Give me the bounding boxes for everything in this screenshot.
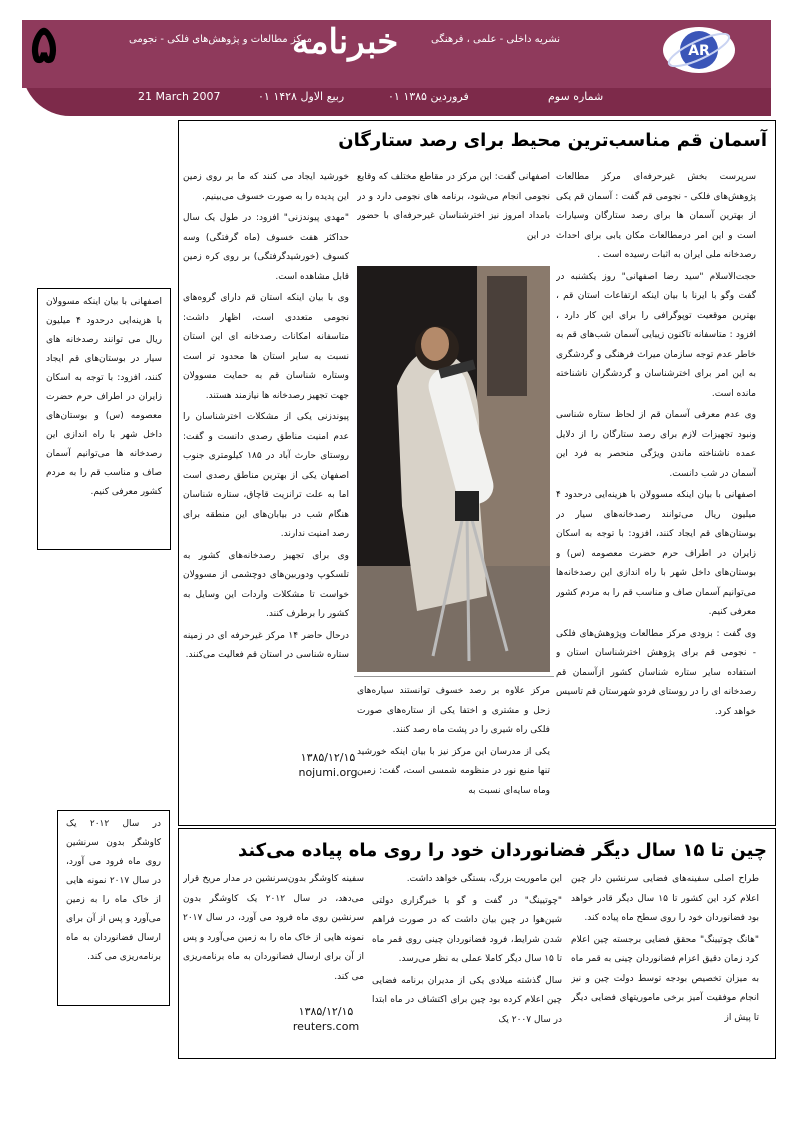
paragraph: وی عدم معرفی آسمان قم از لحاظ ستاره شناسی ونبود تجهیزات لازم برای رصد ستارگان را از دلایل عمده ناشناخته ماندن ویژگی منحصر به فرد این آسمان در شب دانست. xyxy=(556,410,756,479)
paragraph: مرکز علاوه بر رصد خسوف توانستند سیاره‌های زحل و مشتری و اختفا یکی از ستاره‌های صورت فلکی راه شیری را در پشت ماه رصد کنند. xyxy=(357,686,550,735)
paragraph: "مهدی پیوندزنی" افزود: در طول یک سال حداکثر هفت خسوف (ماه گرفتگی) وسه کسوف (خورشیدگرفتگی) بر روی کره زمین قابل مشاهده است. xyxy=(183,213,349,282)
paragraph: سرپرست بخش غیرحرفه‌ای مرکز مطالعات پژوهش‌های فلکی - نجومی قم گفت : آسمان قم یکی از بهترین آسمان ها برای رصد ستارگان وسیارات است و این امر درمطالعات مکان یابی برای احداث رصدخانه ملی ایران به اثبات رسیده است . xyxy=(556,172,756,260)
telescope-photo-image xyxy=(357,266,550,672)
article1-pullquote xyxy=(37,288,171,550)
center-name: مرکز مطالعات و پژوهش‌های فلکی - نجومی xyxy=(129,34,312,45)
source-date: ۱۳۸۵/۱۲/۱۵ xyxy=(300,751,356,764)
page-number: ۵ xyxy=(30,14,58,75)
date-gregorian: 21 March 2007 xyxy=(138,90,221,103)
telescope-photo xyxy=(357,266,550,672)
paragraph: اصفهانی گفت: این مرکز در مقاطع مختلف که وقایع نجومی انجام می‌شود، برنامه های نجومی دارد و در بامداد امروز نیز اخترشناسان غیرحرفه‌ای با حضور در این xyxy=(357,172,550,241)
paragraph: وی برای تجهیز رصدخانه‌های کشور به تلسکوپ ودوربین‌های دوچشمی از مسوولان خواست تا مشکلات واردات این وسایل به کشور را برطرف کنند. xyxy=(183,550,349,619)
masthead-title: خبرنامه xyxy=(292,22,399,62)
paragraph: یکی از مدرسان این مرکز نیز با بیان اینکه خورشید تنها منبع نور در منظومه شمسی است، گفت: زمین وماه سایه‌ای نسبت به xyxy=(357,746,550,796)
paragraph: درحال حاضر ۱۴ مرکز غیرحرفه ای در زمینه ستاره شناسی در استان قم فعالیت می‌کنند. xyxy=(183,630,349,660)
source-date: ۱۳۸۵/۱۲/۱۵ xyxy=(298,1005,354,1018)
paragraph: "چوتیینگ" در گفت و گو با خبرگزاری دولتی شین‌هوا در چین بیان داشت که در صورت فراهم شدن شرایط، فرود فضانوردان چینی روی قمر ماه تا ۱۵ سال دیگر کاملا عملی به نظر می‌رسد. xyxy=(372,895,562,964)
paragraph: سال گذشته میلادی یکی از مدیران برنامه فضایی چین اعلام کرده بود چین برای اکتشاف در ماه ابتدا در سال ۲۰۰۷ یک xyxy=(372,975,562,1025)
source-site: reuters.com xyxy=(292,1020,360,1033)
paragraph: این ماموریت بزرگ، بستگی خواهد داشت. xyxy=(406,874,562,884)
logo-text: AR xyxy=(688,43,710,59)
logo-icon xyxy=(660,24,738,76)
article1-col-middle-top xyxy=(357,168,550,263)
article2-title: چین تا ۱۵ سال دیگر فضانوردان خود را روی ماه پیاده می‌کند xyxy=(237,840,767,861)
paragraph: "هانگ چوتیینگ" محقق فضایی برجسته چین اعلام کرد زمان دقیق اعزام فضانوردان چینی به قمر ماه به میزان تخصیص بودجه توسط دولت چین و نیز انجام موفقیت آمیز برخی ماموریتهای فضایی دیگر تا پیش از xyxy=(571,934,759,1023)
article1-source xyxy=(268,750,388,780)
article1-col-right xyxy=(556,168,756,820)
pullquote-text: اصفهانی با بیان اینکه مسوولان با هزینه‌ایی درحدود ۴ میلیون ریال می توانند رصدخانه های سیار در بوستان‌های قم ایجاد کنند، افزود: با توجه به اسکان زایران در اطراف حرم حضرت معصومه (س) و بوستان‌های داخل شهر با راه اندازی این رصدخانه ها می‌توانیم آسمان صاف و مناسب قم را به مردم کشور معرفی کنیم. xyxy=(46,297,162,497)
paragraph: سفینه کاوشگر بدون‌سرنشین در مدار مریخ قرار می‌دهد، در سال ۲۰۱۲ یک کاوشگر بدون سرنشین روی ماه فرود می آورد، در سال ۲۰۱۷ نمونه هایی از خاک ماه را به زمین می‌آورد و پس از آن برای ارسال فضانوردان به ماه برنامه‌ریزی می کند. xyxy=(183,874,364,982)
paragraph: وی گفت : بزودی مرکز مطالعات وپژوهش‌های فلکی - نجومی قم برای پژوهش اخترشناسان استان و استفاده سایر ستاره شناسان کشور ازآسمان قم رصدخانه ای را در روستای فردو شهرستان قم تاسیس خواهد کرد. xyxy=(556,628,756,717)
article2-col-right xyxy=(571,870,759,1052)
date-persian: ۰۱ فروردین ۱۳۸۵ xyxy=(388,90,469,103)
paragraph: اصفهانی با بیان اینکه مسوولان با هزینه‌ایی درحدود ۴ میلیون ریال می‌توانند رصدخانه‌های سیار در بوستان‌های قم ایجاد کنند، افزود: با توجه به اسکان زایران در اطراف حرم حضرت معصومه (س) و بوستان‌های داخل شهر با راه اندازی این رصدخانه‌ها می‌توانیم آسمان صاف و مناسب قم را به مردم کشور معرفی کنیم. xyxy=(556,490,756,617)
photo-divider xyxy=(354,676,554,677)
source-site: nojumi.org xyxy=(298,766,358,779)
article1-col-left xyxy=(183,168,349,728)
paragraph: پیوندزنی یکی از مشکلات اخترشناسان را عدم امنیت مناطق رصدی دانست و گفت: روستای حارث آباد در ۱۸۵ کیلومتری جنوب اصفهان یکی از بهترین مناطق رصدی است اما به علت ترانزیت قاچاق، ستاره شناسان هنگام شب در بیابان‌های این منطقه برای رصد امنیت ندارند. xyxy=(183,412,349,539)
paragraph: حجت‌الاسلام "سید رضا اصفهانی" روز یکشنبه در گفت وگو با ایرنا با بیان اینکه ارتفاعات استان قم ، بهترین موقعیت توپوگرافی را برای این کار دارد ، افزود : متاسفانه تاکنون زیبایی آسمان شب‌های قم به خاطر عدم توجه سازمان میراث فرهنگی و گردشگری به این امر برای اخترشناسان و گردشگران ناشناخته مانده است. xyxy=(556,271,756,399)
article2-source xyxy=(266,1004,386,1034)
article1-title: آسمان قم مناسب‌ترین محیط برای رصد ستارگان xyxy=(338,130,767,151)
date-hijri: ۰۱ ربیع الاول ۱۴۲۸ xyxy=(258,90,345,103)
paragraph: خورشید ایجاد می کنند که ما بر روی زمین این پدیده را به صورت خسوف می‌بینیم. xyxy=(183,172,349,202)
article2-pullquote xyxy=(57,810,170,1006)
paragraph: وی با بیان اینکه استان قم دارای گروه‌های نجومی متعددی است، اظهار داشت: متاسفانه امکانات رصدخانه ای این استان نسبت به سایر استان ها محدود تر است وستاره شناسان قم به حمایت مسوولان جهت تجهیز رصدخانه ها نیازمند هستند. xyxy=(183,293,349,401)
pullquote-text: در سال ۲۰۱۲ یک کاوشگر بدون سرنشین روی ماه فرود می آورد، در سال ۲۰۱۷ نمونه هایی از خاک ماه را به زمین می‌آورد و پس از آن برای ارسال فضانوردان به ماه برنامه‌ریزی می کند. xyxy=(66,819,162,962)
issue-number: شماره سوم xyxy=(548,90,604,103)
article2-col-middle xyxy=(372,870,562,1052)
paragraph: طراح اصلی سفینه‌های فضایی سرنشین دار چین اعلام کرد این کشور تا ۱۵ سال دیگر قادر خواهد بود فضانوردان خود را روی سطح ماه پیاده کند. xyxy=(571,874,759,923)
article2-col-left xyxy=(183,870,364,990)
publication-type: نشریه داخلی - علمی ، فرهنگی xyxy=(431,34,560,45)
